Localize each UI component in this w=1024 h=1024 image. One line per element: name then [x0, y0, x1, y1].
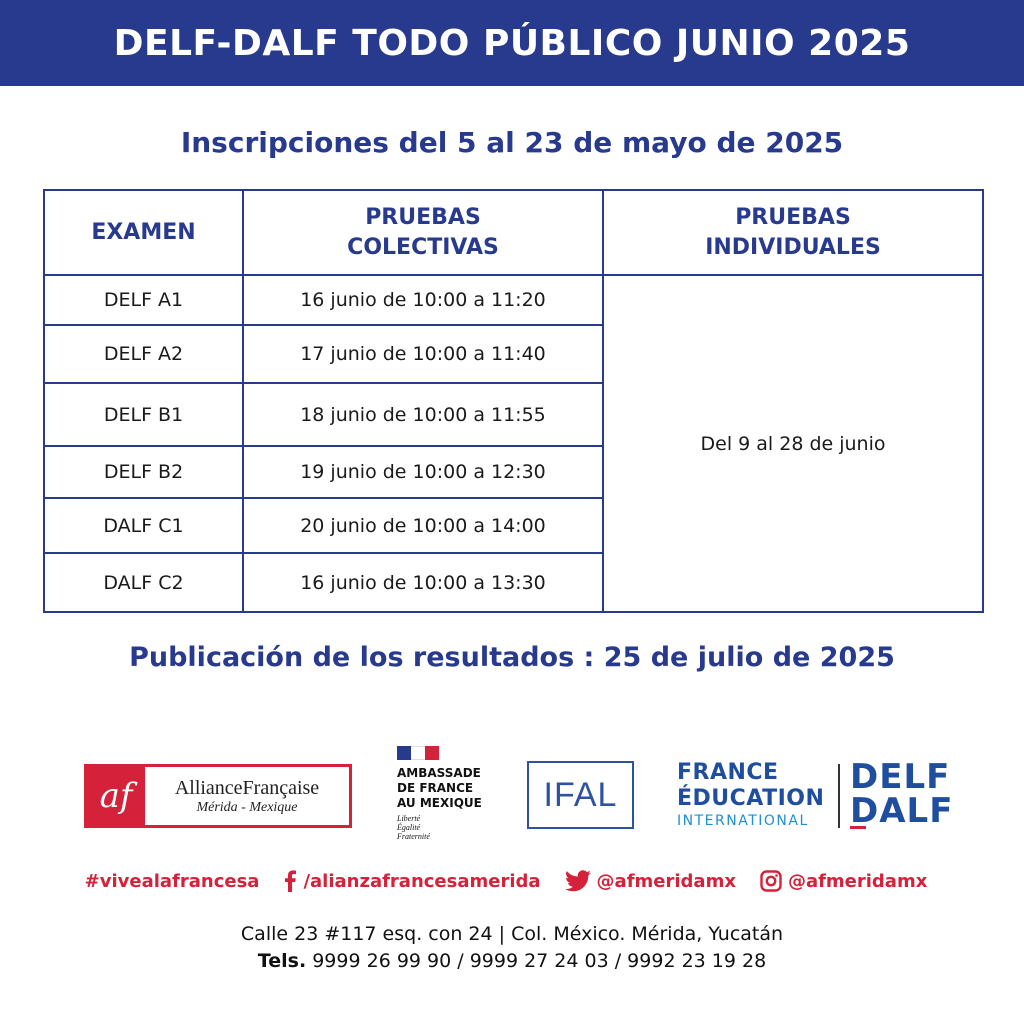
twitter-link[interactable] — [565, 870, 736, 892]
facebook-handle: /alianzafrancesamerida — [303, 870, 541, 892]
embassy-line: AU MEXIQUE — [397, 796, 482, 810]
exam-cell: DALF C1 — [44, 498, 243, 553]
colectivas-cell: 17 junio de 10:00 a 11:40 — [243, 325, 603, 383]
column-header-exam: EXAMEN — [44, 190, 243, 275]
motto-line: Liberté — [397, 814, 421, 823]
af-name: AllianceFrançaise — [174, 776, 320, 799]
colectivas-cell: 19 junio de 10:00 a 12:30 — [243, 446, 603, 498]
fei-line: FRANCE — [677, 760, 779, 785]
exam-schedule-table — [43, 189, 984, 613]
phone-numbers: 9999 26 99 90 / 9999 27 24 03 / 9992 23 19 28 — [312, 950, 767, 972]
table-row — [44, 275, 983, 325]
colectivas-cell: 16 junio de 10:00 a 11:20 — [243, 275, 603, 325]
colectivas-cell: 16 junio de 10:00 a 13:30 — [243, 553, 603, 612]
ifal-logo: IFAL — [527, 761, 634, 829]
colectivas-cell: 20 junio de 10:00 a 14:00 — [243, 498, 603, 553]
twitter-icon — [565, 870, 591, 892]
delf-dalf-logo — [850, 757, 954, 831]
registration-dates: Inscripciones del 5 al 23 de mayo de 2025 — [180, 126, 844, 159]
table-header-row — [44, 190, 983, 275]
column-header-colectivas — [243, 190, 603, 275]
exam-cell: DELF A2 — [44, 325, 243, 383]
french-flag-icon — [397, 746, 439, 760]
fei-line: INTERNATIONAL — [677, 813, 809, 829]
column-header-colectivas-label: PRUEBAS COLECTIVAS — [347, 204, 499, 260]
exam-cell: DELF A1 — [44, 275, 243, 325]
embassy-line: AMBASSADE — [397, 766, 481, 780]
instagram-link[interactable] — [760, 870, 927, 892]
motto-line: Égalité — [397, 823, 421, 832]
individuales-cell: Del 9 al 28 de junio — [603, 275, 983, 612]
alliance-francaise-logo — [84, 764, 352, 828]
hashtag: #vivealafrancesa — [84, 870, 260, 892]
af-mark: af — [87, 767, 145, 825]
contact-info — [0, 921, 1024, 975]
column-header-individuales — [603, 190, 983, 275]
colectivas-cell: 18 junio de 10:00 a 11:55 — [243, 383, 603, 446]
tels-label: Tels. — [257, 950, 307, 972]
instagram-handle: @afmeridamx — [787, 870, 928, 892]
header-banner — [0, 0, 1024, 86]
motto-line: Fraternité — [397, 832, 430, 841]
exam-cell: DELF B2 — [44, 446, 243, 498]
facebook-icon — [283, 870, 297, 892]
embassy-line: DE FRANCE — [397, 781, 474, 795]
exam-cell: DALF C2 — [44, 553, 243, 612]
logo-divider — [838, 764, 840, 828]
af-city: Mérida - Mexique — [196, 799, 298, 815]
exam-cell: DELF B1 — [44, 383, 243, 446]
delf-word: DELF — [850, 757, 951, 797]
facebook-link[interactable] — [283, 870, 540, 892]
embassy-logo — [397, 746, 507, 846]
social-bar — [0, 870, 1024, 892]
fei-line: ÉDUCATION — [677, 786, 825, 811]
france-education-international-logo — [677, 760, 837, 830]
page-title: DELF-DALF TODO PÚBLICO JUNIO 2025 — [113, 22, 911, 64]
column-header-individuales-label: PRUEBAS INDIVIDUALES — [705, 204, 881, 260]
results-date: Publicación de los resultados : 25 de julio de 2025 — [129, 642, 895, 673]
address-line: Calle 23 #117 esq. con 24 | Col. México. Mérida, Yucatán — [240, 923, 784, 945]
twitter-handle: @afmeridamx — [596, 870, 736, 892]
instagram-icon — [760, 870, 782, 892]
dalf-word: DALF — [850, 791, 954, 831]
